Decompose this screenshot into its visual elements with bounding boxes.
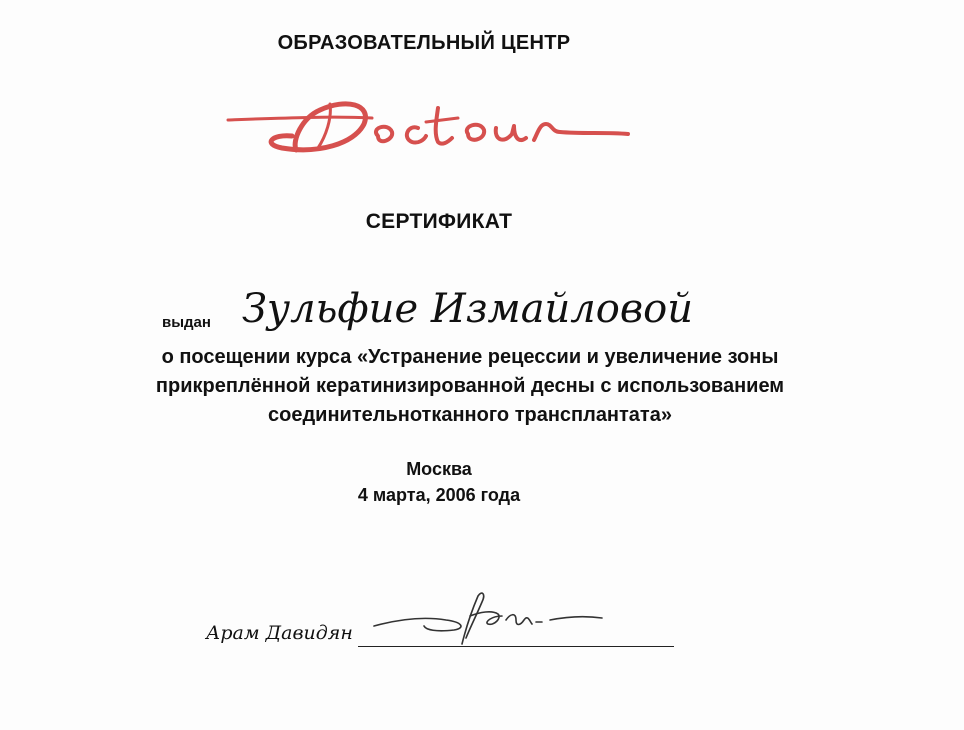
course-line: прикреплённой кератинизированной десны с использованием [155,375,785,397]
issued-label: выдан [162,314,211,331]
recipient-name: Зульфие Измайловой [242,286,693,332]
city: Москва [406,459,472,479]
logo-text: Doctour [222,88,226,89]
place-and-date [0,456,878,508]
doctour-logo [222,88,634,164]
issued-line [162,286,862,342]
certificate-title: СЕРТИФИКАТ [365,210,513,233]
course-line: о посещении курса «Устранение рецессии и увеличение зоны [161,346,779,368]
logo-script [228,104,628,150]
course-line: соединительнотканного трансплантата» [268,404,672,426]
course-description [40,343,900,430]
handwritten-signature [366,586,606,656]
issue-date: 4 марта, 2006 года [357,485,521,505]
organization-title: ОБРАЗОВАТЕЛЬНЫЙ ЦЕНТР [277,32,571,54]
signer-name: Арам Давидян [206,622,353,644]
signature-block [200,586,680,656]
